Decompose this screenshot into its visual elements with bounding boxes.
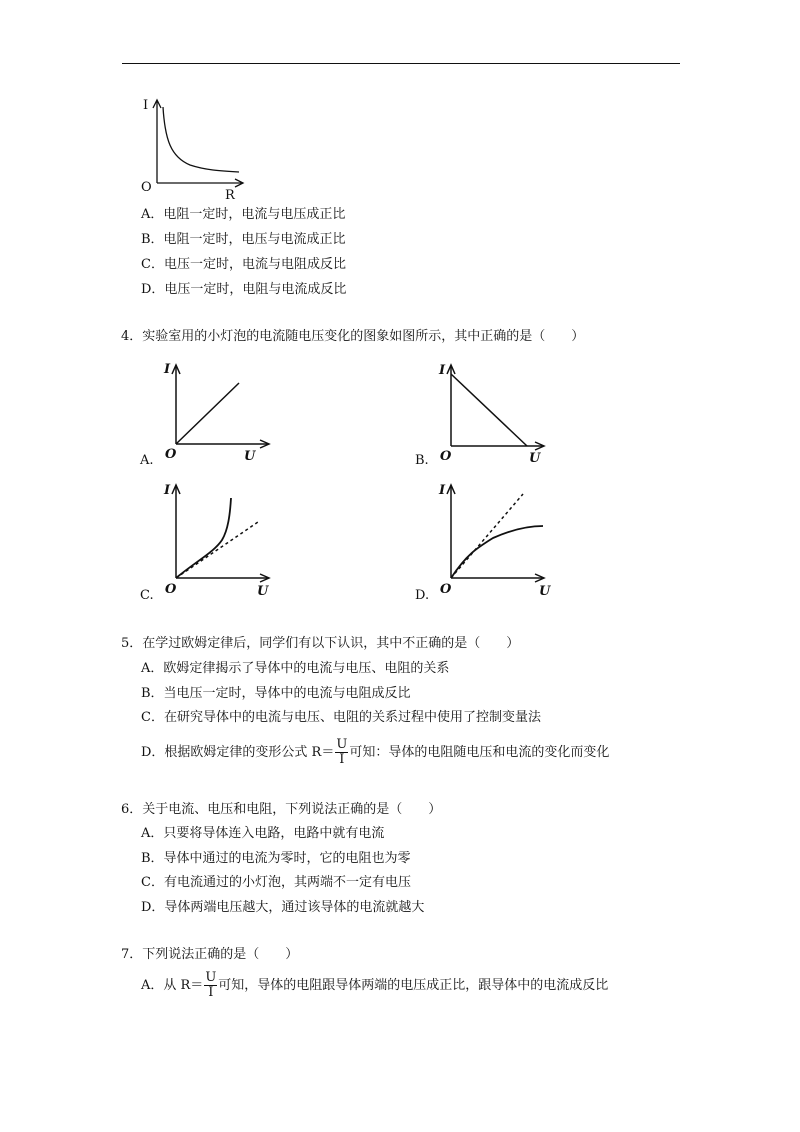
q4-graph-a [140,360,280,470]
q7-fraction-numerator: U [205,970,217,985]
q7-fraction-denominator: I [208,985,214,1000]
q7-option-a-prefix: A．从 R＝ [141,978,204,993]
q5-option-b: B．当电压一定时，导体中的电流与电阻成反比 [141,686,411,701]
q7-formula-fraction [204,971,217,1000]
q6-option-c: C．有电流通过的小灯泡，其两端不一定有电压 [141,875,411,890]
q7-option-a [141,971,608,1001]
q4a-x-label: U [244,449,256,464]
q4-graph-c [140,480,280,605]
q6-option-b: B．导体中通过的电流为零时，它的电阻也为零 [141,851,411,866]
q4-graph-d [415,480,560,605]
q5-fraction-denominator: I [339,752,345,767]
q6-stem: 6．关于电流、电压和电阻，下列说法正确的是（ ） [121,802,442,817]
q4d-option-label: D. [415,588,430,603]
q6-option-d: D．导体两端电压越大，通过该导体的电流就越大 [141,900,425,915]
q3-graph [135,95,255,205]
q5-stem: 5．在学过欧姆定律后，同学们有以下认识，其中不正确的是（ ） [121,636,520,651]
q4c-y-label: I [164,483,171,498]
q3-x-label: R [225,188,235,203]
q5-option-d-suffix: 可知：导体的电阻随电压和电流的变化而变化 [349,745,610,760]
q4a-option-label: A. [140,453,154,468]
q7-option-a-suffix: 可知，导体的电阻跟导体两端的电压成正比，跟导体中的电流成反比 [218,978,609,993]
q3-origin-label: O [141,180,152,195]
q5-option-a: A．欧姆定律揭示了导体中的电流与电压、电阻的关系 [141,661,450,676]
q4d-y-label: I [439,483,446,498]
q4a-origin-label: O [165,447,177,462]
q5-option-c: C．在研究导体中的电流与电压、电阻的关系过程中使用了控制变量法 [141,710,541,725]
q5-option-d-prefix: D．根据欧姆定律的变形公式 R＝ [141,745,335,760]
q5-fraction-numerator: U [336,737,348,752]
q4b-x-label: U [529,451,541,466]
q5-formula-fraction [335,738,348,767]
q4c-option-label: C. [140,588,154,603]
q4c-x-label: U [257,584,269,599]
q7-stem: 7．下列说法正确的是（ ） [121,947,299,962]
q4b-option-label: B. [415,453,429,468]
q4d-origin-label: O [440,582,452,597]
q6-option-a: A．只要将导体连入电路，电路中就有电流 [141,826,385,841]
q4c-origin-label: O [165,582,177,597]
header-rule [122,63,680,64]
q3-option-d: D．电压一定时，电阻与电流成反比 [141,282,347,297]
q4a-y-label: I [164,362,171,377]
q4-stem: 4．实验室用的小灯泡的电流随电压变化的图象如图所示，其中正确的是（ ） [121,329,585,344]
q4d-x-label: U [539,584,551,599]
q4-graph-b [415,360,555,470]
q3-y-label: I [143,98,149,113]
q3-option-a: A．电阻一定时，电流与电压成正比 [141,207,346,222]
q5-option-d [141,738,609,768]
q4b-y-label: I [439,363,446,378]
q3-option-c: C．电压一定时，电流与电阻成反比 [141,257,346,272]
q4b-origin-label: O [440,449,452,464]
q3-option-b: B．电阻一定时，电压与电流成正比 [141,232,346,247]
